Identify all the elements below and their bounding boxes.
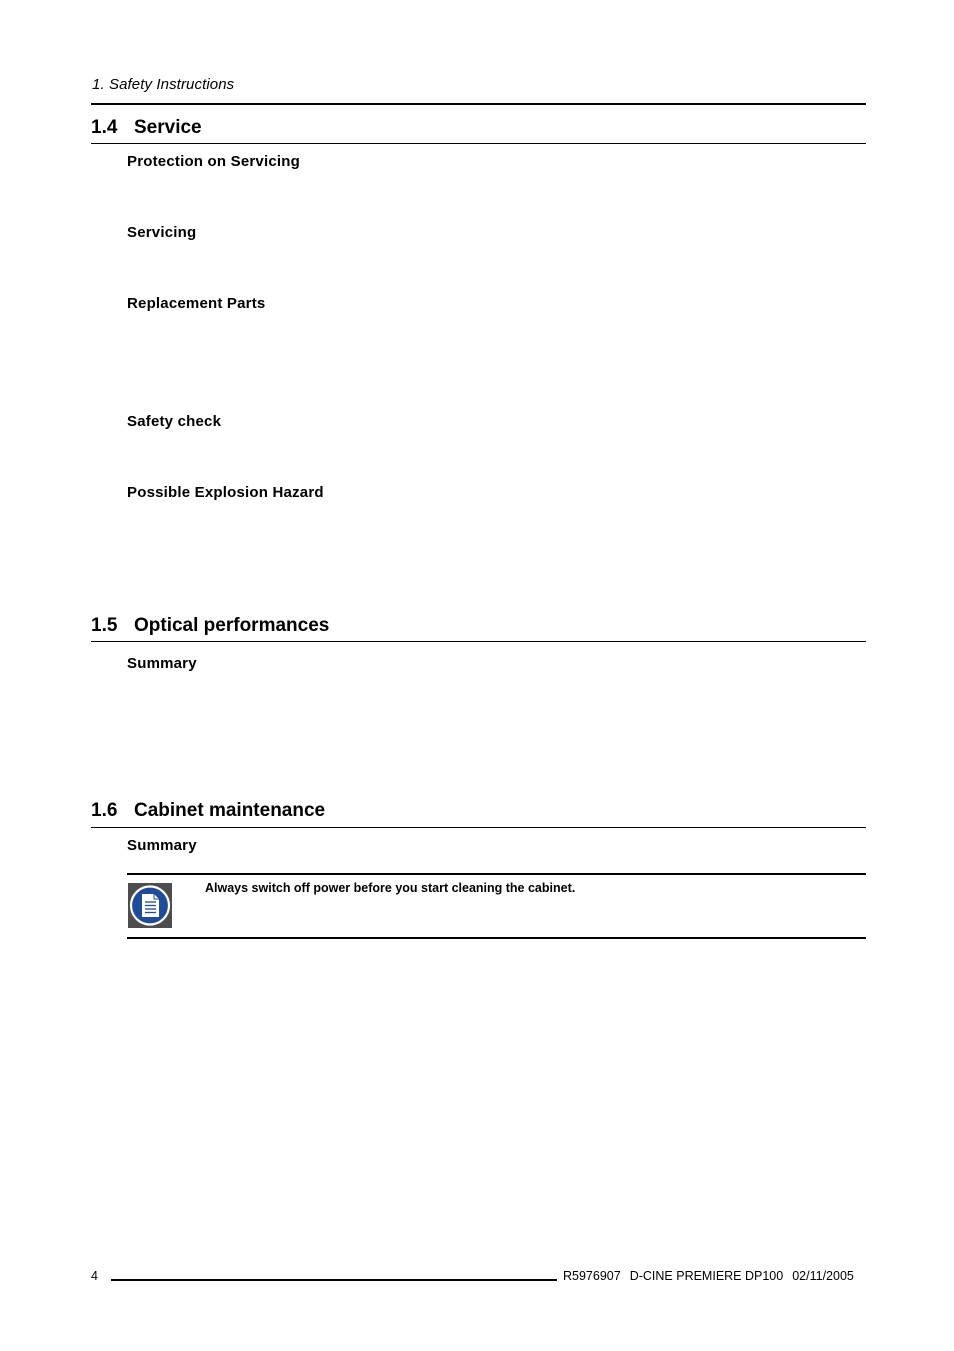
subheading-summary: Summary: [127, 837, 197, 854]
section-heading-service: [91, 117, 202, 139]
subheading-protection-on-servicing: Protection on Servicing: [127, 153, 300, 170]
footer-date: 02/11/2005: [792, 1269, 854, 1283]
section-heading-optical-performances: [91, 615, 329, 637]
section-title: Service: [134, 117, 202, 138]
subheading-possible-explosion-hazard: Possible Explosion Hazard: [127, 484, 324, 501]
subheading-servicing: Servicing: [127, 224, 197, 241]
running-header: 1. Safety Instructions: [92, 76, 235, 93]
subheading-summary: Summary: [127, 655, 197, 672]
section-rule: [91, 641, 866, 642]
footer-product: D-CINE PREMIERE DP100: [629, 1269, 784, 1283]
section-rule: [91, 143, 866, 144]
section-number: 1.6: [91, 800, 118, 821]
page-number: 4: [91, 1269, 98, 1283]
footer-doc-code: R5976907: [563, 1269, 621, 1283]
note-document-icon: [128, 883, 172, 928]
section-title: Cabinet maintenance: [134, 800, 326, 821]
subheading-replacement-parts: Replacement Parts: [127, 295, 266, 312]
section-number: 1.5: [91, 615, 118, 636]
note-text: Always switch off power before you start cleaning the cabinet.: [205, 881, 576, 895]
section-heading-cabinet-maintenance: [91, 800, 325, 822]
header-rule: [91, 103, 866, 105]
footer-document-info: [563, 1269, 854, 1283]
subheading-safety-check: Safety check: [127, 413, 222, 430]
note-top-rule: [127, 873, 866, 875]
footer-rule: [111, 1279, 557, 1281]
section-rule: [91, 827, 866, 828]
note-bottom-rule: [127, 937, 866, 939]
section-title: Optical performances: [134, 615, 330, 636]
section-number: 1.4: [91, 117, 118, 138]
